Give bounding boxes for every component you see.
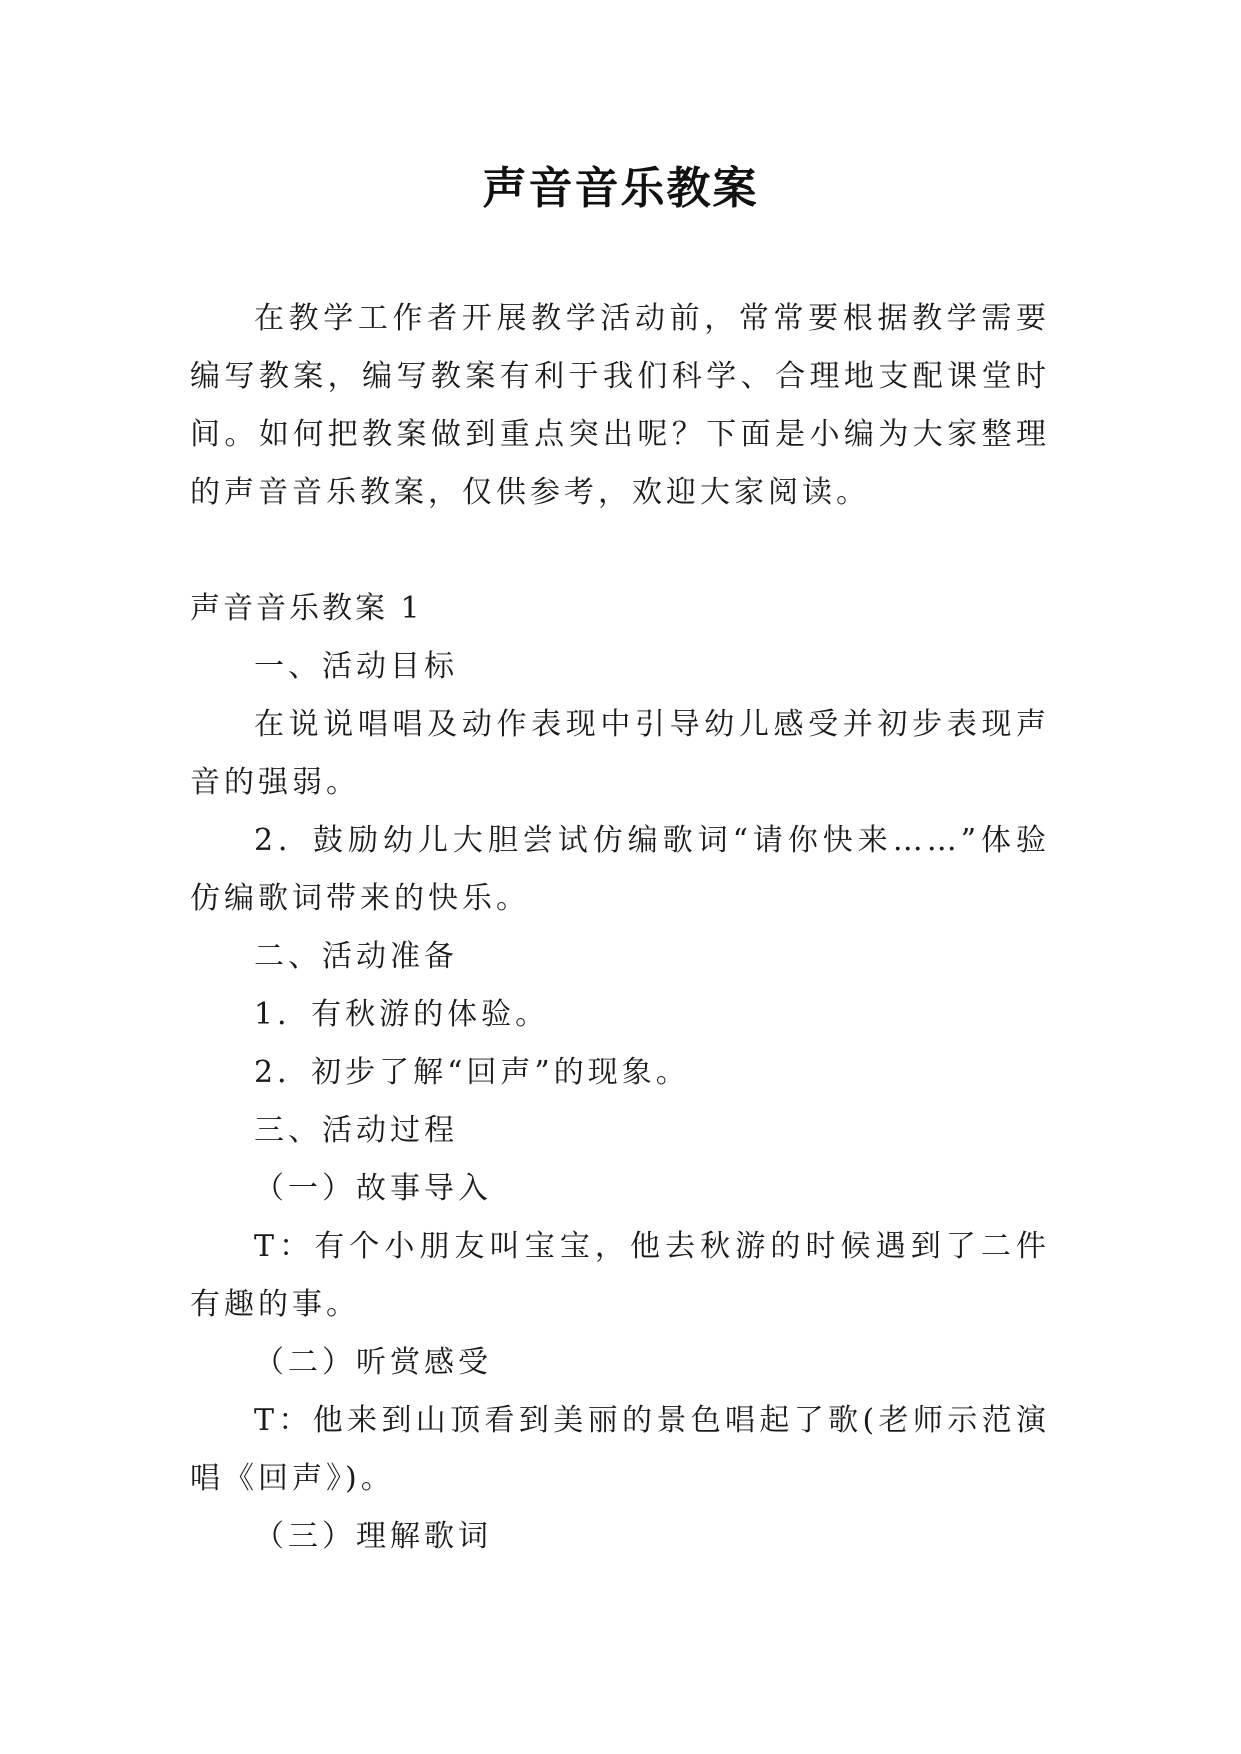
document-body — [190, 290, 1050, 1566]
paragraph-preparation-1: 1．有秋游的体验。 — [254, 997, 550, 1032]
paragraph-preparation-heading: 二、活动准备 — [254, 939, 458, 974]
paragraph-step-2-text: T：他来到山顶看到美丽的景色唱起了歌(老师示范演唱《回声》)。 — [190, 1403, 1050, 1496]
paragraph-step-1-heading: （一）故事导入 — [254, 1171, 492, 1206]
paragraph-objectives-heading: 一、活动目标 — [254, 649, 458, 684]
paragraph-preparation-2: 2．初步了解“回声”的现象。 — [254, 1055, 690, 1090]
document-title: 声音音乐教案 — [482, 163, 759, 214]
intro-paragraph: 在教学工作者开展教学活动前，常常要根据教学需要编写教案，编写教案有利于我们科学、合理地支配课堂时间。如何把教案做到重点突出呢？下面是小编为大家整理的声音音乐教案，仅供参考，欢迎大家阅读。 — [190, 301, 1050, 510]
paragraph-step-3-heading: （三）理解歌词 — [254, 1519, 492, 1554]
paragraph-step-2-heading: （二）听赏感受 — [254, 1345, 492, 1380]
section-heading: 声音音乐教案 1 — [190, 591, 423, 626]
paragraph-step-1-text: T：有个小朋友叫宝宝，他去秋游的时候遇到了二件有趣的事。 — [190, 1229, 1050, 1322]
paragraph-objective-2: 2．鼓励幼儿大胆尝试仿编歌词“请你快来……”体验仿编歌词带来的快乐。 — [190, 823, 1050, 916]
paragraph-process-heading: 三、活动过程 — [254, 1113, 458, 1148]
paragraph-objective-1: 在说说唱唱及动作表现中引导幼儿感受并初步表现声音的强弱。 — [190, 707, 1050, 800]
